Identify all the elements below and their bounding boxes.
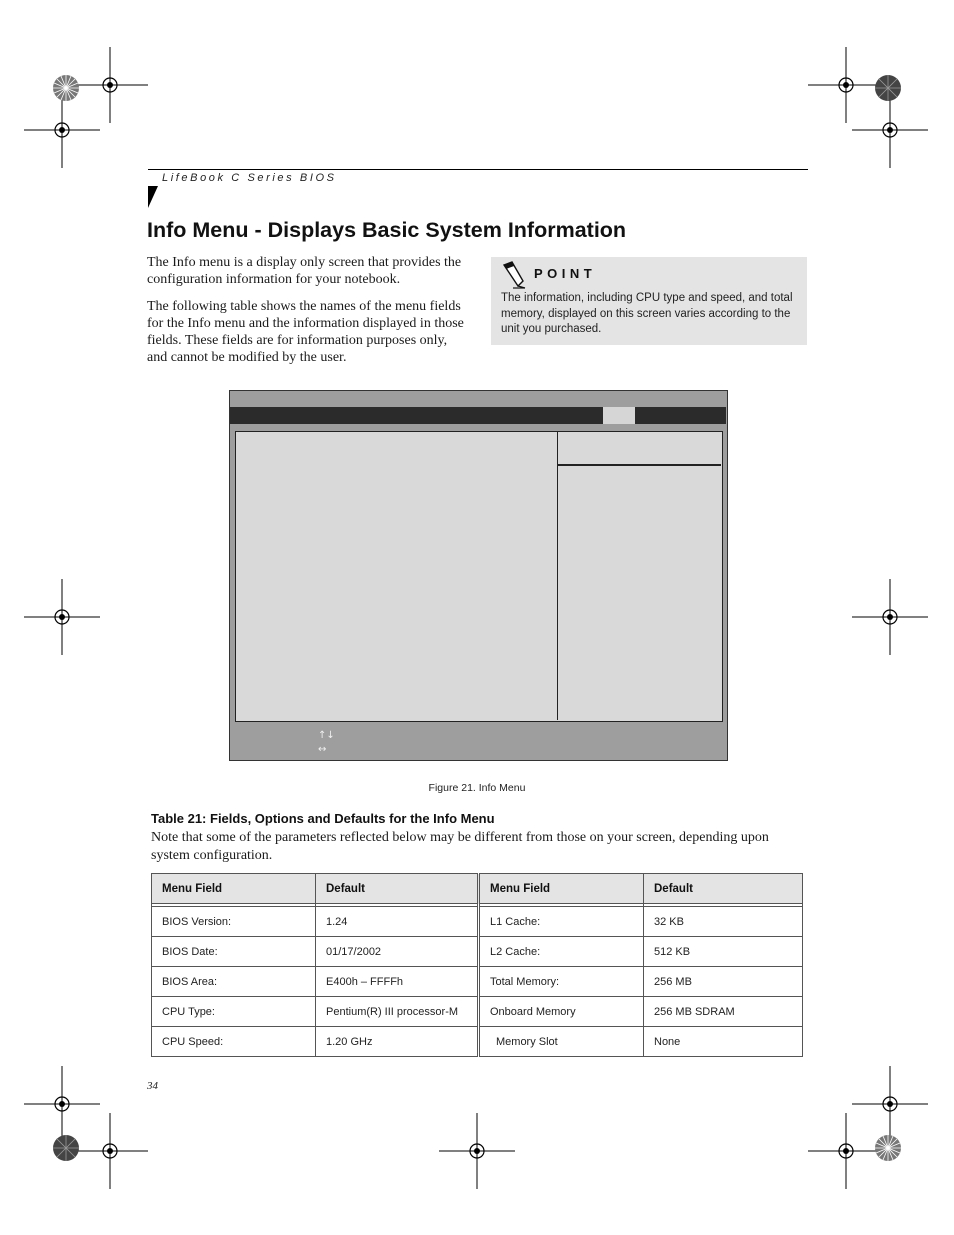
table-row xyxy=(152,907,803,937)
registration-mark-icon xyxy=(24,92,100,168)
page-title: Info Menu - Displays Basic System Information xyxy=(147,218,627,242)
point-text: The information, including CPU type and speed, and total memory, displayed on this screen varies according to the unit you purchased. xyxy=(501,292,793,335)
calibration-star-icon xyxy=(874,74,902,102)
table-cell: 256 MB xyxy=(644,967,803,997)
table-row xyxy=(152,997,803,1027)
table-cell: Memory Slot xyxy=(479,1027,644,1057)
table-cell: 1.20 GHz xyxy=(316,1027,479,1057)
page-number: 34 xyxy=(147,1080,158,1092)
table-title: Table 21: Fields, Options and Defaults for the Info Menu xyxy=(151,811,495,826)
bios-content-panel xyxy=(235,431,723,722)
column-header: Menu Field xyxy=(152,874,316,904)
table-intro-paragraph: The following table shows the names of the menu fields for the Info menu and the information displayed in those fields. These fields are for information purposes only, and cannot be modified by the user. xyxy=(147,299,464,365)
table-note: Note that some of the parameters reflected below may be different from those on your screen, depending upon system configuration. xyxy=(151,830,769,863)
table-cell: Pentium(R) III processor-M xyxy=(316,997,479,1027)
table-cell: 512 KB xyxy=(644,937,803,967)
arrow-left-right-icon: ↔ xyxy=(318,744,327,755)
table-cell: E400h – FFFFh xyxy=(316,967,479,997)
table-cell: 1.24 xyxy=(316,907,479,937)
column-header: Default xyxy=(316,874,479,904)
bios-help-header xyxy=(558,432,721,466)
table-cell: CPU Type: xyxy=(152,997,316,1027)
column-header: Default xyxy=(644,874,803,904)
header-rule xyxy=(148,169,808,170)
point-label: POINT xyxy=(534,266,597,281)
table-cell: BIOS Area: xyxy=(152,967,316,997)
registration-mark-icon xyxy=(852,92,928,168)
table-cell: 256 MB SDRAM xyxy=(644,997,803,1027)
bios-key-legend xyxy=(230,728,726,759)
table-cell: BIOS Date: xyxy=(152,937,316,967)
registration-mark-icon xyxy=(439,1113,515,1189)
registration-mark-icon xyxy=(852,579,928,655)
table-row xyxy=(152,937,803,967)
arrow-up-down-icon: ↑↓ xyxy=(318,730,335,741)
table-cell: CPU Speed: xyxy=(152,1027,316,1057)
table-cell: L2 Cache: xyxy=(479,937,644,967)
bios-panel-divider xyxy=(557,432,558,720)
registration-mark-icon xyxy=(72,1113,148,1189)
table-cell: L1 Cache: xyxy=(479,907,644,937)
table-cell: Onboard Memory xyxy=(479,997,644,1027)
info-menu-table xyxy=(151,873,803,1057)
table-cell: Total Memory: xyxy=(479,967,644,997)
table-cell: 01/17/2002 xyxy=(316,937,479,967)
bios-menu-bar xyxy=(230,407,726,424)
table-row xyxy=(152,1027,803,1057)
figure-caption: Figure 21. Info Menu xyxy=(428,782,526,794)
intro-paragraph: The Info menu is a display only screen that provides the configuration information for your notebook. xyxy=(147,255,462,287)
bios-tab-info[interactable] xyxy=(603,407,635,424)
table-cell: 32 KB xyxy=(644,907,803,937)
table-cell: None xyxy=(644,1027,803,1057)
running-head: LifeBook C Series BIOS xyxy=(162,172,337,184)
calibration-star-icon xyxy=(52,74,80,102)
table-header-row xyxy=(152,874,803,904)
calibration-star-icon xyxy=(874,1134,902,1162)
header-wedge xyxy=(148,186,158,208)
pencil-icon xyxy=(501,261,527,289)
table-cell: BIOS Version: xyxy=(152,907,316,937)
column-header: Menu Field xyxy=(479,874,644,904)
table-row xyxy=(152,967,803,997)
calibration-star-icon xyxy=(52,1134,80,1162)
registration-mark-icon xyxy=(24,579,100,655)
registration-mark-icon xyxy=(808,1113,884,1189)
